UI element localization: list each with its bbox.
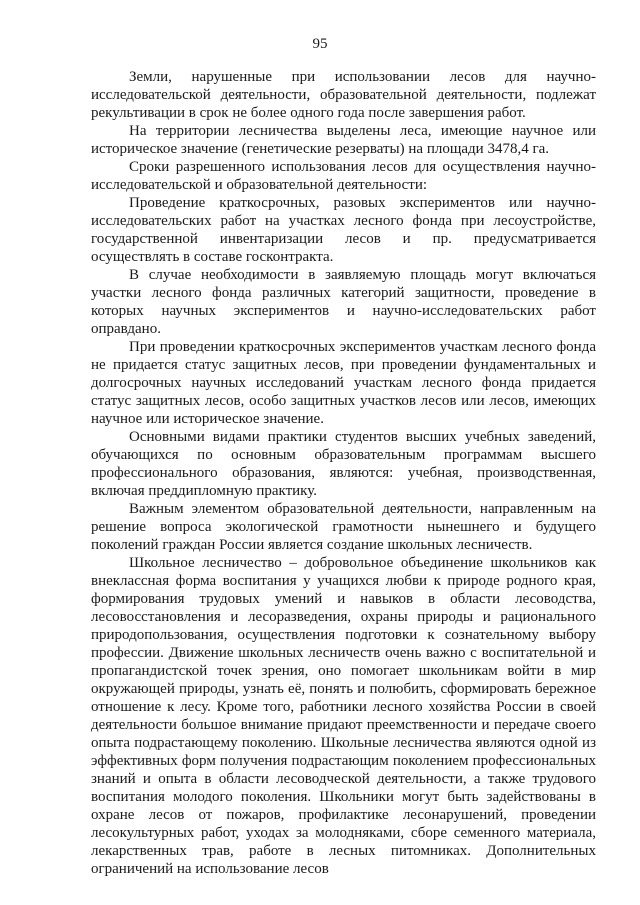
paragraph-land-reclamation: Земли, нарушенные при использовании лесов для научно-исследовательской деятельности, образовательной деятельности, подлежат рекультивации в срок не более одного года после завершения работ.	[91, 69, 596, 121]
paragraph-student-practice: Основными видами практики студентов высших учебных заведений, обучающихся по основным образовательным программам высшего профессионального образования, являются: учебная, производственная, включая преддипломную практику.	[91, 429, 596, 499]
paragraph-ecological-literacy: Важным элементом образовательной деятельности, направленным на решение вопроса экологической грамотности нынешнего и будущего поколений граждан России является создание школьных лесничеств.	[91, 501, 596, 553]
paragraph-short-experiments: Проведение краткосрочных, разовых экспериментов или научно-исследовательских работ на участках лесного фонда при лесоустройстве, государственной инвентаризации лесов и пр. предусматривается осуществлять в составе госконтракта.	[91, 195, 596, 265]
paragraph-genetic-reserves: На территории лесничества выделены леса, имеющие научное или историческое значение (генетические резерваты) на площади 3478,4 га.	[91, 123, 596, 157]
paragraph-usage-terms: Сроки разрешенного использования лесов для осуществления научно-исследовательской и образовательной деятельности:	[91, 159, 596, 193]
document-body	[91, 68, 596, 878]
paragraph-protection-categories: В случае необходимости в заявляемую площадь могут включаться участки лесного фонда различных категорий защитности, проведение в которых научных экспериментов и научно-исследовательских работ оправдано.	[91, 267, 596, 337]
paragraph-school-forestry: Школьное лесничество – добровольное объединение школьников как внеклассная форма воспитания у учащихся любви к природе родного края, формирования трудовых умений и навыков в области лесоводства, лесовосстановления и лесоразведения, охраны природы и рационального природопользования, осуществления подготовки к сознательному выбору профессии. Движение школьных лесничеств очень важно с воспитательной и пропагандистской точек зрения, оно помогает школьникам войти в мир окружающей природы, узнать её, понять и полюбить, сформировать бережное отношение к лесу. Кроме того, работники лесного хозяйства России в своей деятельности большое внимание придают преемственности и передаче своего опыта подрастающему поколению. Школьные лесничества являются одной из эффективных форм получения подрастающим поколением профессиональных знаний и опыта в области лесоводческой деятельности, а также трудового воспитания молодого поколения. Школьники могут быть задействованы в охране лесов от пожаров, профилактике лесонарушений, проведении лесокультурных работ, уходах за молодняками, сборе семенного материала, лекарственных трав, работе в лесных питомниках. Дополнительных ограничений на использование лесов	[91, 555, 596, 877]
page-number: 95	[312, 36, 328, 52]
paragraph-protected-status: При проведении краткосрочных экспериментов участкам лесного фонда не придается статус защитных лесов, при проведении фундаментальных и долгосрочных научных исследований участкам лесного фонда придается статус защитных лесов, особо защитных участков лесов или лесов, имеющих научное или историческое значение.	[91, 339, 596, 427]
